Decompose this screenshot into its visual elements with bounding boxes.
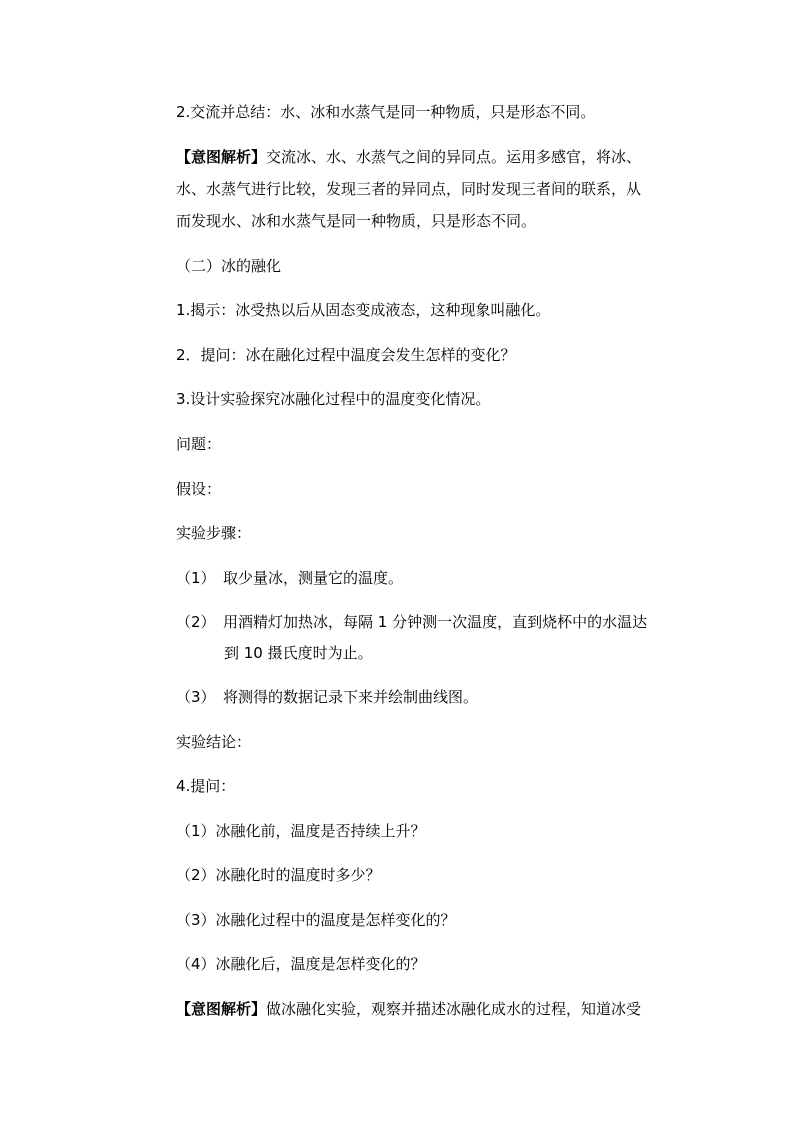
sub-question: （4）冰融化后，温度是怎样变化的？ bbox=[176, 955, 426, 973]
intent-analysis-label: 【意图解析】 bbox=[176, 148, 267, 166]
intent-analysis-paragraph bbox=[176, 146, 641, 168]
intent-analysis-text-line2: 水、水蒸气进行比较，发现三者的异同点，同时发现三者间的联系，从 bbox=[176, 180, 642, 198]
step-text: 将测得的数据记录下来并绘制曲线图。 bbox=[223, 688, 479, 706]
step-number: （1） bbox=[176, 569, 216, 587]
steps-label: 实验步骤： bbox=[176, 524, 252, 542]
step-item bbox=[176, 686, 478, 708]
intent-analysis-text-line3: 而发现水、冰和水蒸气是同一种物质，只是形态不同。 bbox=[176, 212, 537, 230]
step-item bbox=[176, 567, 403, 589]
sub-question: （1）冰融化前，温度是否持续上升？ bbox=[176, 822, 426, 840]
hypothesis-label: 假设： bbox=[176, 480, 222, 498]
intent-analysis-label: 【意图解析】 bbox=[176, 1000, 267, 1018]
reveal-item: 1.揭示：冰受热以后从固态变成液态，这种现象叫融化。 bbox=[176, 301, 551, 319]
conclusion-label: 实验结论： bbox=[176, 733, 252, 751]
step-number: （3） bbox=[176, 688, 216, 706]
step-text: 用酒精灯加热冰，每隔 1 分钟测一次温度，直到烧杯中的水温达 bbox=[223, 613, 648, 631]
summary-paragraph: 2.交流并总结：水、冰和水蒸气是同一种物质，只是形态不同。 bbox=[176, 103, 596, 121]
step-number: （2） bbox=[176, 613, 216, 631]
step-text-continuation: 到 10 摄氏度时为止。 bbox=[224, 644, 373, 662]
intent-analysis-text-line1: 做冰融化实验，观察并描述冰融化成水的过程，知道冰受 bbox=[266, 1000, 642, 1018]
intent-analysis-text-line1: 交流冰、水、水蒸气之间的异同点。运用多感官，将冰、 bbox=[266, 148, 642, 166]
intent-analysis-paragraph bbox=[176, 998, 641, 1020]
sub-question: （3）冰融化过程中的温度是怎样变化的？ bbox=[176, 911, 456, 929]
question-label: 问题： bbox=[176, 435, 222, 453]
step-item bbox=[176, 611, 647, 633]
question-prompt-item: 4.提问： bbox=[176, 777, 236, 795]
section-title: （二）冰的融化 bbox=[176, 257, 282, 275]
question-item: 2．提问：冰在融化过程中温度会发生怎样的变化？ bbox=[176, 346, 516, 364]
step-text: 取少量冰，测量它的温度。 bbox=[223, 569, 404, 587]
sub-question: （2）冰融化时的温度时多少？ bbox=[176, 866, 381, 884]
design-experiment-item: 3.设计实验探究冰融化过程中的温度变化情况。 bbox=[176, 390, 491, 408]
